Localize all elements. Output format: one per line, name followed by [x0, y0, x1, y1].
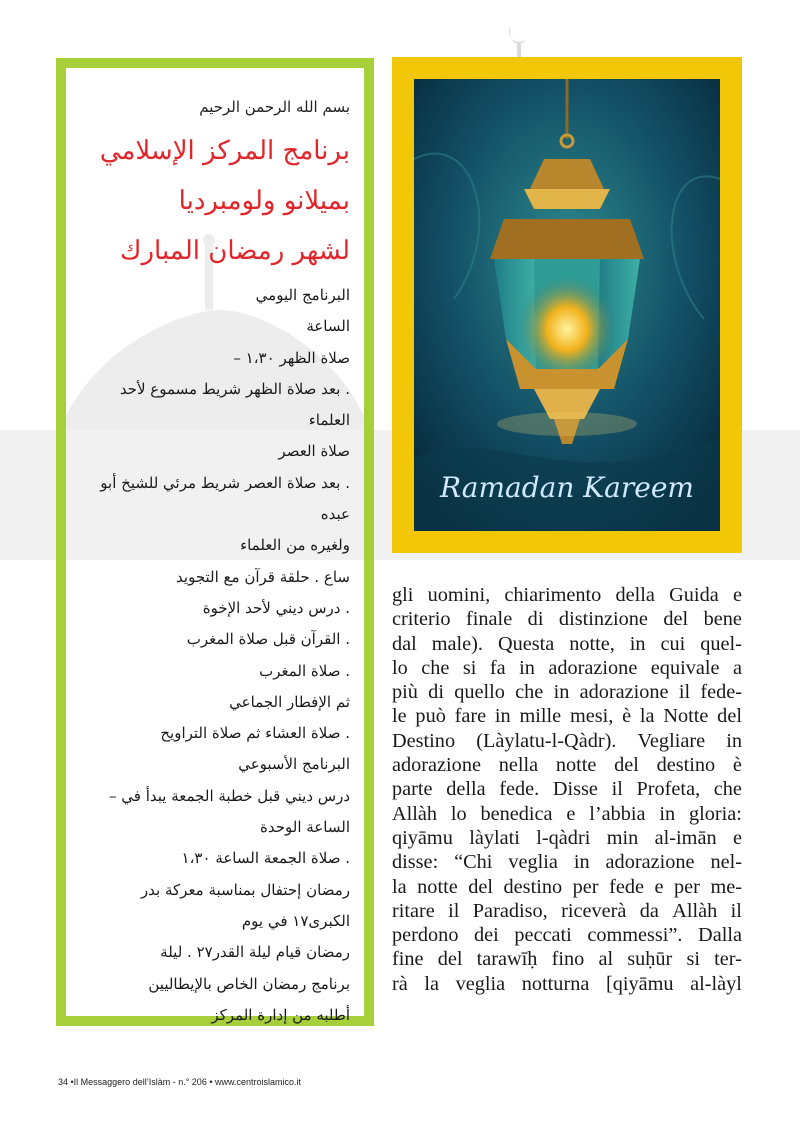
schedule-line: العلماء: [308, 411, 350, 430]
text-line: adorazione nella notte del destino è: [392, 754, 742, 777]
arabic-program-content: [76, 98, 350, 1031]
ramadan-lantern-image: [392, 57, 742, 553]
page-footer: 34 •Il Messaggero dell’Islàm - n.° 206 • www.centroislamico.it: [58, 1077, 301, 1087]
schedule-line: صلاة الظهر ١،٣٠ –: [233, 348, 350, 367]
schedule-line: الساعة: [306, 317, 350, 336]
text-line: qiyāmu làylati l-qàdri min al-imān e: [392, 826, 742, 849]
schedule-line: درس ديني قبل خطبة الجمعة يبدأ في –: [109, 786, 350, 805]
text-line: parte della fede. Disse il Profeta, che: [392, 778, 742, 801]
text-line: rà la veglia notturna [qiyāmu al-làyl: [392, 972, 742, 995]
schedule-line: صلاة العصر: [278, 442, 350, 461]
title-line: برنامج المركز الإسلامي: [99, 136, 350, 166]
crescent-icon: [504, 22, 534, 62]
text-line: la notte del destino per fede e per me-: [392, 875, 742, 898]
italian-article-text: [392, 583, 742, 996]
arabic-program-card: [56, 58, 374, 1026]
text-line: Destino (Làylatu-l-Qàdr). Vegliare in: [392, 729, 742, 752]
title-line: بميلانو ولومبرديا: [178, 186, 350, 216]
schedule-line: . درس ديني لأحد الإخوة: [202, 598, 350, 617]
text-line: Allàh lo benedica e l’abbia in gloria:: [392, 802, 742, 825]
lantern-illustration: [414, 79, 720, 531]
schedule-line: رمضان قيام ليلة القدر٢٧ . ليلة: [160, 943, 350, 962]
text-line: lo che si fa in adorazione equivale a: [392, 656, 742, 679]
text-line: le può fare in mille mesi, è la Notte del: [392, 705, 742, 728]
program-schedule-list: [76, 280, 350, 1031]
program-title: [76, 126, 350, 276]
schedule-line: . بعد صلاة الظهر شريط مسموع لأحد: [119, 379, 350, 398]
text-line: perdono dei peccati commessi”. Dalla: [392, 924, 742, 947]
text-line: dal male). Questa notte, in cui quel-: [392, 632, 742, 655]
schedule-line: رمضان إحتفال بمناسبة معركة بدر: [140, 880, 350, 899]
schedule-line: . بعد صلاة العصر شريط مرئي للشيخ أبو: [100, 473, 350, 492]
schedule-line: الكبرى١٧ في يوم: [241, 911, 350, 930]
title-line: لشهر رمضان المبارك: [120, 236, 350, 266]
text-line: gli uomini, chiarimento della Guida e: [392, 584, 742, 606]
basmala: بسم الله الرحمن الرحيم: [199, 98, 350, 116]
schedule-line: . صلاة المغرب: [259, 661, 350, 680]
schedule-line: ثم الإفطار الجماعي: [229, 692, 350, 711]
schedule-line: أطلبه من إدارة المركز: [211, 1005, 350, 1024]
text-line: ritare il Paradiso, riceverà da Allàh il: [392, 899, 742, 922]
schedule-line: الساعة الوحدة: [260, 818, 350, 837]
schedule-line: . صلاة الجمعة الساعة ١،٣٠: [181, 849, 350, 868]
schedule-line: عبده: [320, 505, 350, 524]
schedule-line: . صلاة العشاء ثم صلاة التراويح: [160, 724, 350, 743]
text-line: fine del tarawīḥ fino al suḥūr si ter-: [392, 948, 742, 971]
schedule-line: برنامج رمضان الخاص بالإيطاليين: [148, 974, 350, 993]
text-line: disse: “Chi veglia in adorazione nel-: [392, 851, 742, 874]
schedule-line: ساع . حلقة قرآن مع التجويد: [176, 567, 350, 586]
schedule-line: البرنامج الأسبوعي: [238, 755, 350, 774]
text-line: più di quello che in adorazione il fede-: [392, 681, 742, 704]
schedule-line: ولغيره من العلماء: [240, 536, 350, 555]
text-line: criterio finale di distinzione del bene: [392, 608, 742, 631]
lantern-caption: Ramadan Kareem: [440, 471, 694, 504]
schedule-line: . القرآن قبل صلاة المغرب: [186, 630, 350, 649]
schedule-line: البرنامج اليومي: [255, 286, 350, 304]
